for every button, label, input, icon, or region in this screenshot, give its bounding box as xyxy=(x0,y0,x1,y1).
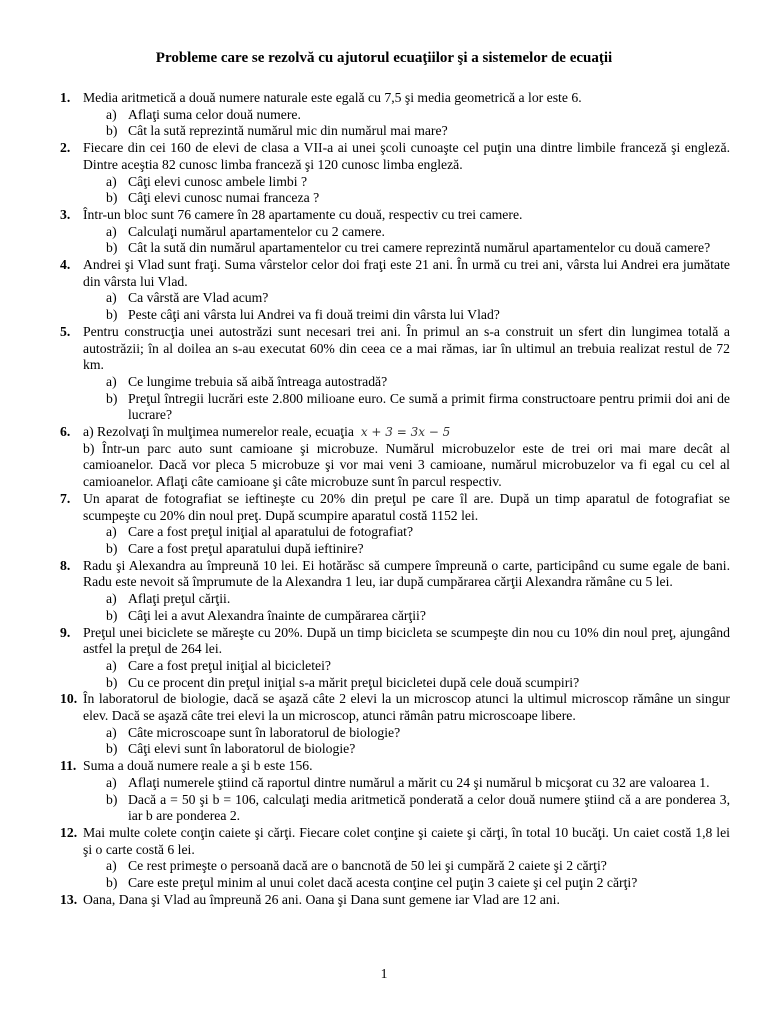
problem-6 xyxy=(60,424,730,491)
sub-question xyxy=(83,741,730,758)
sub-text: Câţi elevi cunosc ambele limbi ? xyxy=(128,173,308,189)
sub-label: a) xyxy=(106,524,117,540)
sub-label: a) xyxy=(106,724,117,740)
sub-label: a) xyxy=(106,373,117,389)
sub-question xyxy=(83,107,730,124)
sub-question xyxy=(83,725,730,742)
problem-number: 2. xyxy=(60,140,71,156)
problem-8 xyxy=(60,558,730,625)
sub-text: Ce lungime trebuia să aibă întreaga autostradă? xyxy=(128,373,388,389)
problem-10 xyxy=(60,691,730,758)
problem-number: 10. xyxy=(60,691,78,707)
sub-text: Aflaţi preţul cărţii. xyxy=(128,591,231,607)
sub-question xyxy=(83,190,730,207)
sub-question xyxy=(83,290,730,307)
sub-text: Câţi elevi sunt în laboratorul de biologie? xyxy=(128,741,356,757)
sub-label: b) xyxy=(106,307,118,323)
sub-label: a) xyxy=(106,106,117,122)
problem-number: 7. xyxy=(60,490,71,506)
sub-text: Ca vârstă are Vlad acum? xyxy=(128,290,269,306)
problem-text: Mai multe colete conţin caiete şi cărţi. Fiecare colet conţine şi caiete şi cărţi, în total 10 bucăţi. Un caiet costă 1,8 lei şi o carte costă 6 lei. xyxy=(83,824,730,857)
sub-question xyxy=(83,174,730,191)
sub-question xyxy=(83,875,730,892)
sub-text: Cât la sută reprezintă numărul mic din numărul mai mare? xyxy=(128,123,448,139)
sub-label: a) xyxy=(106,223,117,239)
sub-question xyxy=(83,591,730,608)
problem-number: 6. xyxy=(60,424,71,440)
problem-number: 13. xyxy=(60,891,78,907)
sub-text: Care este preţul minim al unui colet dacă acesta conţine cel puţin 3 caiete şi cel puţin 2 cărţi? xyxy=(128,875,638,891)
sub-question xyxy=(83,391,730,424)
problem-list xyxy=(60,90,730,908)
sub-label: b) xyxy=(106,123,118,139)
sub-text: Care a fost preţul iniţial al bicicletei? xyxy=(128,657,331,673)
problem-text-a: a) Rezolvaţi în mulţimea numerelor reale, ecuaţia xyxy=(83,424,354,440)
sub-label: b) xyxy=(106,390,118,406)
sub-label: a) xyxy=(106,774,117,790)
problem-number: 3. xyxy=(60,206,71,222)
sub-question xyxy=(83,123,730,140)
sub-text: Câţi lei a avut Alexandra înainte de cumpărarea cărţii? xyxy=(128,607,426,623)
sub-label: a) xyxy=(106,173,117,189)
sub-question xyxy=(83,658,730,675)
sub-text: Câţi elevi cunosc numai franceza ? xyxy=(128,190,320,206)
sub-label: b) xyxy=(106,540,118,556)
sub-label: b) xyxy=(106,190,118,206)
problem-13 xyxy=(60,892,730,909)
sub-label: b) xyxy=(106,674,118,690)
sub-text: Cu ce procent din preţul iniţial s-a mărit preţul bicicletei după cele două scumpiri? xyxy=(128,674,580,690)
problem-text: Andrei şi Vlad sunt fraţi. Suma vârstelor celor doi fraţi este 21 ani. În urmă cu trei ani, vârsta lui Andrei era jumătate din vârsta lui Vlad. xyxy=(83,257,730,289)
problem-text-b: b) Într-un parc auto sunt camioane şi microbuze. Numărul microbuzelor este de trei ori mai mare decât al camioanelor. Dacă vor pleca 5 microbuze şi vor mai veni 3 camioane, numărul microbuzelor va fi egal cu cel al camioanelor. Aflaţi câte camioane şi câte microbuze sunt în parcul respectiv. xyxy=(83,440,730,490)
sub-question xyxy=(83,240,730,257)
sub-question xyxy=(83,307,730,324)
sub-label: a) xyxy=(106,591,117,607)
sub-question xyxy=(83,675,730,692)
problem-text: Media aritmetică a două numere naturale este egală cu 7,5 şi media geometrică a lor este 6. xyxy=(83,90,582,105)
problem-text: Preţul unei biciclete se măreşte cu 20%. După un timp bicicleta se scumpeşte din nou cu 10% din noul preţ, ajungând astfel la preţul de 264 lei. xyxy=(83,624,730,657)
sub-text: Peste câţi ani vârsta lui Andrei va fi două treimi din vârsta lui Vlad? xyxy=(128,307,500,323)
sub-question xyxy=(83,858,730,875)
problem-9 xyxy=(60,625,730,692)
sub-text: Dacă a = 50 şi b = 106, calculaţi media aritmetică ponderată a celor două numere ştiind că a are ponderea 3, iar b are ponderea 2. xyxy=(128,791,730,824)
sub-question xyxy=(83,541,730,558)
sub-label: b) xyxy=(106,240,118,256)
problem-text: Radu şi Alexandra au împreună 10 lei. Ei hotărăsc să cumpere împreună o carte, participând cu sume egale de bani. Radu este nevoit să împrumute de la Alexandra 1 leu, iar după cumpărarea cărţii Alexandra rămâne cu 5 lei. xyxy=(83,557,730,590)
equation: x + 3 = 3x − 5 xyxy=(360,425,451,440)
problem-number: 9. xyxy=(60,624,71,640)
problem-text: Suma a două numere reale a şi b este 156. xyxy=(83,758,313,774)
problem-text: În laboratorul de biologie, dacă se aşază câte 2 elevi la un microscop atunci la ultimul microscop rămâne un singur elev. Dacă se aşază câte trei elevi la un microscop, atunci rămân patru microscoape libere. xyxy=(83,691,730,724)
problem-5 xyxy=(60,324,730,424)
sub-label: b) xyxy=(106,875,118,891)
problem-number: 1. xyxy=(60,90,71,105)
sub-label: a) xyxy=(106,290,117,306)
problem-number: 4. xyxy=(60,257,71,273)
problem-4 xyxy=(60,257,730,324)
problem-11 xyxy=(60,758,730,825)
page-number: 1 xyxy=(380,966,388,981)
sub-text: Preţul întregii lucrări este 2.800 milioane euro. Ce sumă a primit firma constructoare pentru primii doi ani de lucrare? xyxy=(128,390,730,423)
sub-question xyxy=(83,524,730,541)
sub-text: Care a fost preţul iniţial al aparatului de fotografiat? xyxy=(128,524,414,540)
problem-3 xyxy=(60,207,730,257)
sub-label: b) xyxy=(106,607,118,623)
problem-number: 12. xyxy=(60,824,78,840)
problem-7 xyxy=(60,491,730,558)
sub-question xyxy=(83,374,730,391)
problem-text: Un aparat de fotografiat se ieftineşte cu 20% din preţul pe care îl are. După un timp aparatul de fotografiat se scumpeşte cu 20% din noul preţ. După scumpire aparatul costă 1152 lei. xyxy=(83,490,730,523)
sub-text: Calculaţi numărul apartamentelor cu 2 camere. xyxy=(128,223,385,239)
sub-text: Ce rest primeşte o persoană dacă are o bancnotă de 50 lei şi cumpără 2 caiete şi 2 cărţi? xyxy=(128,858,607,874)
problem-1 xyxy=(60,90,730,140)
sub-text: Care a fost preţul aparatului după ieftinire? xyxy=(128,540,364,556)
sub-label: a) xyxy=(106,858,117,874)
problem-2 xyxy=(60,140,730,207)
problem-number: 5. xyxy=(60,323,71,339)
sub-question xyxy=(83,775,730,792)
sub-text: Cât la sută din numărul apartamentelor cu trei camere reprezintă numărul apartamentelor cu două camere? xyxy=(128,240,711,256)
problem-number: 8. xyxy=(60,557,71,573)
problem-12 xyxy=(60,825,730,892)
problem-text: Oana, Dana şi Vlad au împreună 26 ani. Oana şi Dana sunt gemene iar Vlad are 12 ani. xyxy=(83,891,560,907)
problem-text xyxy=(83,424,730,441)
sub-text: Câte microscoape sunt în laboratorul de biologie? xyxy=(128,724,401,740)
sub-question xyxy=(83,224,730,241)
sub-text: Aflaţi suma celor două numere. xyxy=(128,106,301,122)
sub-label: a) xyxy=(106,657,117,673)
sub-question xyxy=(83,608,730,625)
problem-number: 11. xyxy=(60,758,77,774)
sub-label: b) xyxy=(106,741,118,757)
problem-text: Pentru construcţia unei autostrăzi sunt necesari trei ani. În primul an s-a construit un sfert din lungimea totală a autostrăzii; în al doilea an s-au executat 60% din ceea ce a mai rămas, iar în ultimul an trebuia realizat restul de 72 km. xyxy=(83,323,730,373)
problem-text: Într-un bloc sunt 76 camere în 28 apartamente cu două, respectiv cu trei camere. xyxy=(83,206,523,222)
sub-label: b) xyxy=(106,791,118,807)
problem-text: Fiecare din cei 160 de elevi de clasa a VII-a ai unei şcoli cunoaşte cel puţin una dintre limbile franceză şi engleză. Dintre aceştia 82 cunosc limba franceză şi 120 cunosc limba engleză. xyxy=(83,140,730,172)
sub-question xyxy=(83,792,730,825)
page-title: Probleme care se rezolvă cu ajutorul ecuaţiilor şi a sistemelor de ecuaţii xyxy=(155,50,613,66)
sub-text: Aflaţi numerele ştiind că raportul dintre numărul a mărit cu 24 şi numărul b micşorat cu 32 are valoarea 1. xyxy=(128,774,710,790)
